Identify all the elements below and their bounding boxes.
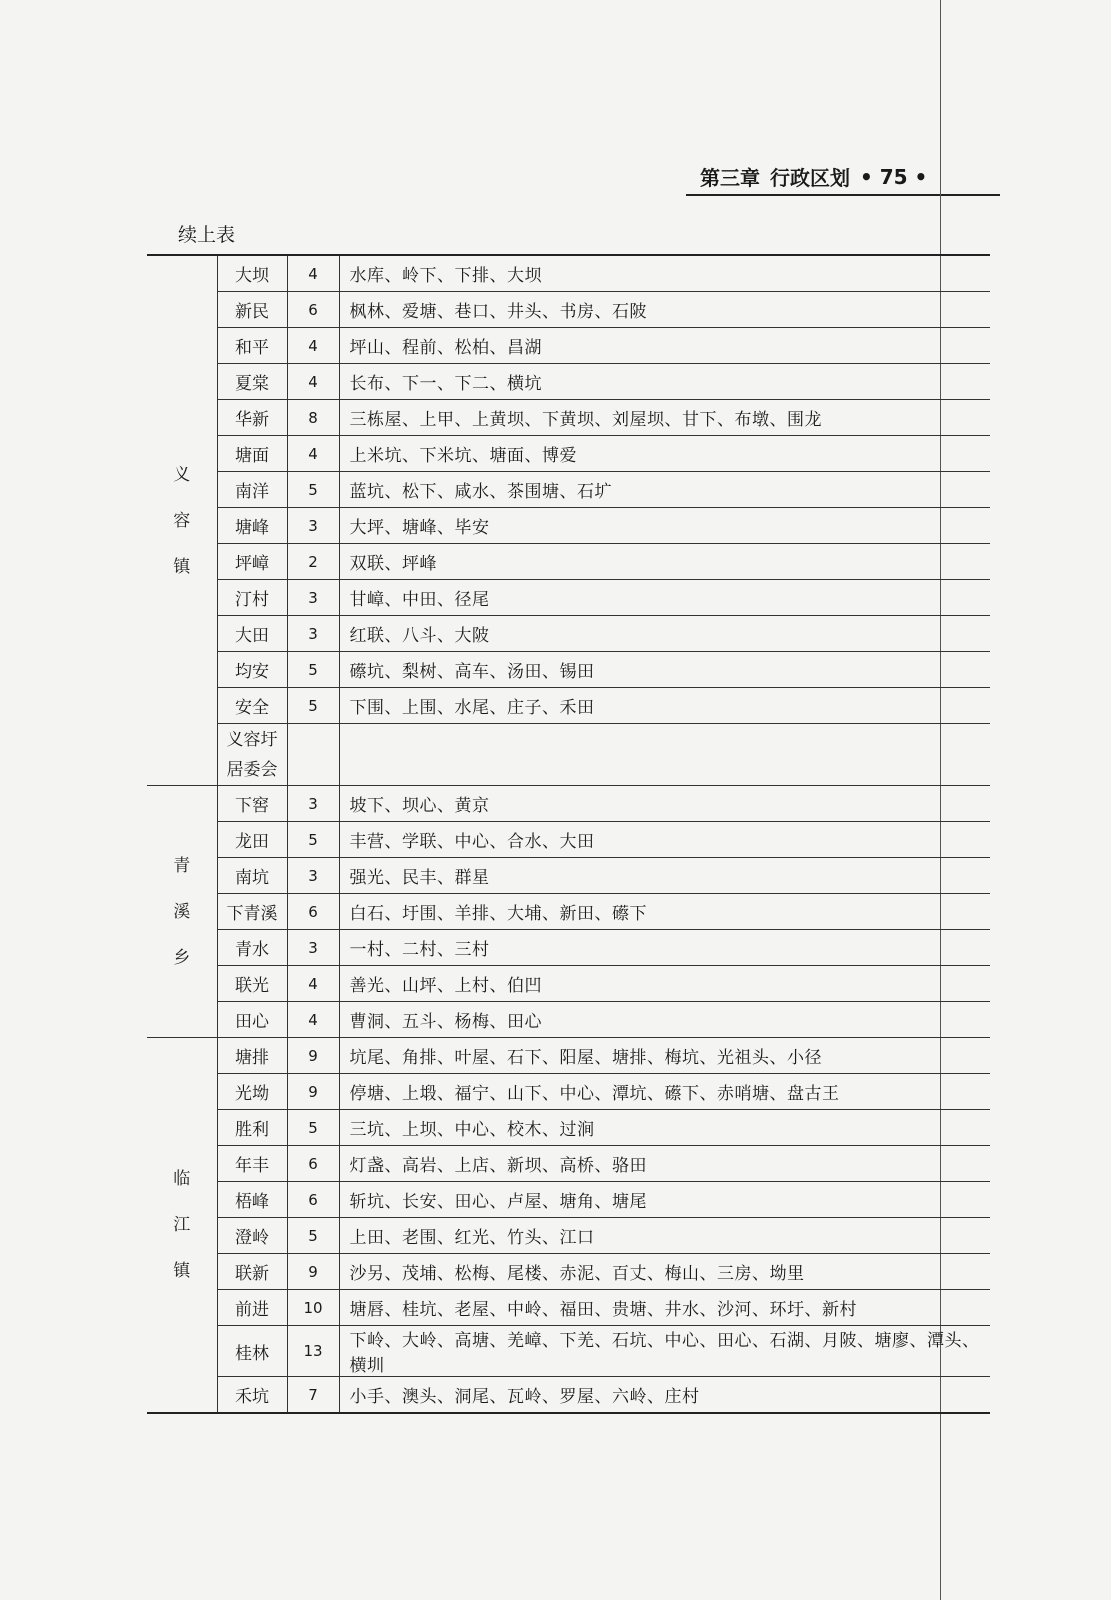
table-row xyxy=(147,1218,990,1254)
group-names-cell: 蓝坑、松下、咸水、茶围塘、石圹 xyxy=(339,472,990,508)
town-name-cell xyxy=(147,786,217,1038)
table-row xyxy=(147,364,990,400)
table-row xyxy=(147,328,990,364)
group-count-cell: 9 xyxy=(287,1074,339,1110)
town-name-char: 临 xyxy=(173,1169,191,1189)
group-names-cell: 强光、民丰、群星 xyxy=(339,858,990,894)
group-names-cell: 礤坑、梨树、高车、汤田、锡田 xyxy=(339,652,990,688)
table-row xyxy=(147,580,990,616)
town-name-char: 江 xyxy=(173,1215,191,1235)
town-name-cell xyxy=(147,255,217,786)
group-count-cell: 6 xyxy=(287,292,339,328)
group-names-cell: 坪山、程前、松柏、昌湖 xyxy=(339,328,990,364)
table-row xyxy=(147,724,990,786)
town-name-char: 乡 xyxy=(173,947,191,968)
village-name-cell: 南洋 xyxy=(217,472,287,508)
town-name-char: 容 xyxy=(173,510,191,531)
page-number: • 75 • xyxy=(860,164,928,189)
group-count-cell: 5 xyxy=(287,472,339,508)
village-name-cell: 下窖 xyxy=(217,786,287,822)
group-count-cell: 4 xyxy=(287,436,339,472)
village-name-cell: 和平 xyxy=(217,328,287,364)
group-names-cell: 下围、上围、水尾、庄子、禾田 xyxy=(339,688,990,724)
group-names-cell: 丰营、学联、中心、合水、大田 xyxy=(339,822,990,858)
village-name-cell: 下青溪 xyxy=(217,894,287,930)
chapter-title: 行政区划 xyxy=(770,166,850,190)
group-names-cell: 沙另、茂埔、松梅、尾楼、赤泥、百丈、梅山、三房、坳里 xyxy=(339,1254,990,1290)
continued-label: 续上表 xyxy=(178,224,236,246)
town-name-char: 溪 xyxy=(173,901,191,922)
group-count-cell: 4 xyxy=(287,364,339,400)
village-name-cell: 南坑 xyxy=(217,858,287,894)
village-name-cell: 汀村 xyxy=(217,580,287,616)
village-name-cell: 大坝 xyxy=(217,255,287,292)
group-names-cell: 一村、二村、三村 xyxy=(339,930,990,966)
group-count-cell: 6 xyxy=(287,1146,339,1182)
chapter-number: 第三章 xyxy=(700,166,760,190)
village-name-cell: 梧峰 xyxy=(217,1182,287,1218)
group-names-cell: 塘唇、桂坑、老屋、中岭、福田、贵塘、井水、沙河、环圩、新村 xyxy=(339,1290,990,1326)
group-names-cell: 善光、山坪、上村、伯凹 xyxy=(339,966,990,1002)
group-count-cell: 3 xyxy=(287,786,339,822)
table-row xyxy=(147,616,990,652)
group-names-cell: 小手、澳头、洞尾、瓦岭、罗屋、六岭、庄村 xyxy=(339,1377,990,1414)
village-name-cell: 安全 xyxy=(217,688,287,724)
table-row xyxy=(147,930,990,966)
table-row xyxy=(147,255,990,292)
group-names-cell: 坡下、坝心、黄京 xyxy=(339,786,990,822)
village-name-cell: 塘峰 xyxy=(217,508,287,544)
group-count-cell: 7 xyxy=(287,1377,339,1414)
group-count-cell: 6 xyxy=(287,1182,339,1218)
village-name-cell: 禾坑 xyxy=(217,1377,287,1414)
table-row xyxy=(147,1326,990,1377)
group-count-cell: 5 xyxy=(287,1110,339,1146)
table-row xyxy=(147,1110,990,1146)
group-count-cell: 3 xyxy=(287,580,339,616)
village-name-cell: 联光 xyxy=(217,966,287,1002)
table-row xyxy=(147,1254,990,1290)
village-name-cell: 坪嶂 xyxy=(217,544,287,580)
group-names-cell: 三坑、上坝、中心、校木、过涧 xyxy=(339,1110,990,1146)
village-name-cell: 塘排 xyxy=(217,1038,287,1074)
table-row xyxy=(147,472,990,508)
group-count-cell: 4 xyxy=(287,255,339,292)
table-row xyxy=(147,544,990,580)
group-names-cell: 甘嶂、中田、径尾 xyxy=(339,580,990,616)
group-count-cell: 6 xyxy=(287,894,339,930)
table-row xyxy=(147,822,990,858)
village-name-line: 义容圩 xyxy=(226,729,278,750)
group-count-cell: 8 xyxy=(287,400,339,436)
group-names-cell xyxy=(339,724,990,786)
group-names-cell: 坑尾、角排、叶屋、石下、阳屋、塘排、梅坑、光祖头、小径 xyxy=(339,1038,990,1074)
town-name-char: 青 xyxy=(173,855,191,876)
town-name-cell xyxy=(147,1038,217,1414)
table-body xyxy=(147,255,990,1413)
table-row xyxy=(147,786,990,822)
table-row xyxy=(147,1182,990,1218)
village-name-cell: 澄岭 xyxy=(217,1218,287,1254)
village-name-cell: 均安 xyxy=(217,652,287,688)
village-name-cell: 光坳 xyxy=(217,1074,287,1110)
group-names-cell: 长布、下一、下二、横坑 xyxy=(339,364,990,400)
village-name-cell: 夏棠 xyxy=(217,364,287,400)
village-name-cell: 胜利 xyxy=(217,1110,287,1146)
village-name-cell: 田心 xyxy=(217,1002,287,1038)
group-count-cell: 13 xyxy=(287,1326,339,1377)
village-name-line: 居委会 xyxy=(226,759,278,780)
group-names-cell: 停塘、上塅、福宁、山下、中心、潭坑、礤下、赤哨塘、盘古王 xyxy=(339,1074,990,1110)
group-count-cell: 4 xyxy=(287,966,339,1002)
group-names-cell: 枫林、爱塘、巷口、井头、书房、石陂 xyxy=(339,292,990,328)
group-names-cell: 双联、坪峰 xyxy=(339,544,990,580)
table-row xyxy=(147,1146,990,1182)
village-name-cell: 青水 xyxy=(217,930,287,966)
group-names-cell: 上田、老围、红光、竹头、江口 xyxy=(339,1218,990,1254)
group-count-cell xyxy=(287,724,339,786)
group-count-cell: 3 xyxy=(287,616,339,652)
village-name-cell: 华新 xyxy=(217,400,287,436)
town-name-char: 义 xyxy=(173,464,191,485)
village-name-cell: 龙田 xyxy=(217,822,287,858)
town-name-char: 镇 xyxy=(173,1261,191,1281)
group-count-cell: 3 xyxy=(287,930,339,966)
group-count-cell: 4 xyxy=(287,1002,339,1038)
village-name-cell: 新民 xyxy=(217,292,287,328)
group-names-cell: 大坪、塘峰、毕安 xyxy=(339,508,990,544)
group-count-cell: 2 xyxy=(287,544,339,580)
group-names-cell: 白石、圩围、羊排、大埔、新田、礤下 xyxy=(339,894,990,930)
table-row xyxy=(147,1377,990,1414)
table-row xyxy=(147,508,990,544)
table-row xyxy=(147,1074,990,1110)
villages-table xyxy=(147,254,990,1414)
table-row xyxy=(147,292,990,328)
table-row xyxy=(147,652,990,688)
group-count-cell: 5 xyxy=(287,688,339,724)
group-count-cell: 4 xyxy=(287,328,339,364)
group-names-cell: 三栋屋、上甲、上黄坝、下黄坝、刘屋坝、甘下、布墩、围龙 xyxy=(339,400,990,436)
group-names-cell: 水库、岭下、下排、大坝 xyxy=(339,255,990,292)
table-row xyxy=(147,894,990,930)
group-names-cell: 曹洞、五斗、杨梅、田心 xyxy=(339,1002,990,1038)
group-count-cell: 9 xyxy=(287,1254,339,1290)
group-count-cell: 9 xyxy=(287,1038,339,1074)
village-name-cell: 年丰 xyxy=(217,1146,287,1182)
village-name-cell: 联新 xyxy=(217,1254,287,1290)
village-name-cell: 前进 xyxy=(217,1290,287,1326)
table-row xyxy=(147,1038,990,1074)
group-count-cell: 5 xyxy=(287,822,339,858)
table-row xyxy=(147,400,990,436)
group-count-cell: 3 xyxy=(287,858,339,894)
group-count-cell: 5 xyxy=(287,1218,339,1254)
header-rule xyxy=(686,194,1000,196)
group-count-cell: 3 xyxy=(287,508,339,544)
table-row xyxy=(147,1290,990,1326)
group-names-cell: 灯盏、高岩、上店、新坝、高桥、骆田 xyxy=(339,1146,990,1182)
group-names-cell: 下岭、大岭、高塘、羌嶂、下羌、石坑、中心、田心、石湖、月陂、塘廖、潭头、横圳 xyxy=(339,1326,990,1377)
group-names-cell: 上米坑、下米坑、塘面、博爱 xyxy=(339,436,990,472)
village-name-cell: 桂林 xyxy=(217,1326,287,1377)
table-row xyxy=(147,966,990,1002)
village-name-cell xyxy=(217,724,287,786)
village-name-cell: 塘面 xyxy=(217,436,287,472)
group-names-cell: 红联、八斗、大陂 xyxy=(339,616,990,652)
table-row xyxy=(147,688,990,724)
running-header xyxy=(700,162,1000,191)
group-count-cell: 5 xyxy=(287,652,339,688)
group-names-cell: 斩坑、长安、田心、卢屋、塘角、塘尾 xyxy=(339,1182,990,1218)
table-row xyxy=(147,436,990,472)
town-name-char: 镇 xyxy=(173,556,191,577)
village-name-cell: 大田 xyxy=(217,616,287,652)
table-row xyxy=(147,858,990,894)
group-count-cell: 10 xyxy=(287,1290,339,1326)
table-row xyxy=(147,1002,990,1038)
